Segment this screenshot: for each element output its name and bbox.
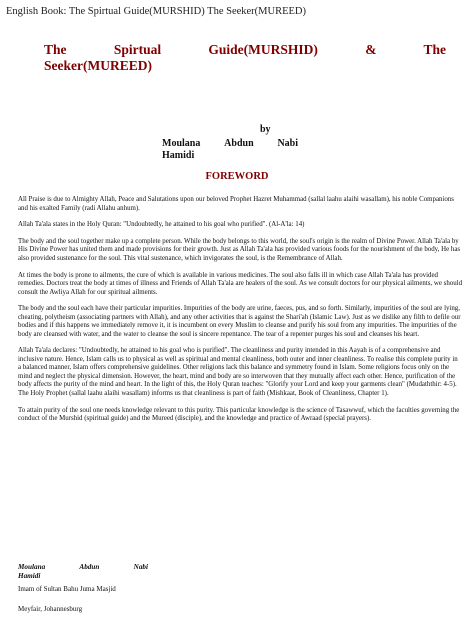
title-word: Spirtual [113,42,162,57]
byline: by [260,124,271,135]
imam-line: Imam of Sultan Bahu Juma Masjid [18,585,116,593]
author-middle: Abdun [224,138,254,149]
author-first: Moulana [162,138,201,149]
author-last: Nabi [277,138,298,149]
title-word: Guide(MURSHID) [208,42,318,57]
signature-first: Moulana [18,563,46,571]
paragraph: The body and the soul together make up a complete person. While the body belongs to this world, the soul's origin is the realm of Divine Power. Allah Ta'ala by His Divine Power has united them and made provisions for their growth. Just as Allah Ta'ala has provided various foods for the nourishment of the body, He has also provided sustenance for the soul. This vital sustenance, which invigorates the soul, is the Remembrance of Allah. [18,237,461,262]
author-name [162,138,298,150]
book-title-line-1 [44,42,446,58]
paragraph: At times the body is prone to ailments, the cure of which is available in various medicines. The soul also falls ill in which case Allah Ta'ala has provided remedies. Doctors treat the body at times of illness and Friends of Allah Ta'ala are healers of the soul. As we consult doctors for our physical ailments, we should consult the Awliya Allah for our spiritual ailments. [18,271,463,296]
author-surname: Hamidi [162,150,195,161]
body-text [18,196,462,432]
title-word: The [44,42,67,57]
paragraph: The body and the soul each have their particular impurities. Impurities of the body are urine, faeces, pus, and so forth. Similarly, impurities of the soul are lying, cheating, polytheism (associating partners with Allah), and any other activities that is against the Shari'ah (Islamic Law). Just as we dislike any filth to defile our bodies and if this happens we immediately remove it, it is incumbent on every Muslim to cleanse and purify his soul from any impurities. The impurities of the body are cleansed with water, and the water to cleanse the soul is sincere repentance. The tear of a repenter purges his soul and cleanses his heart. [18,305,461,338]
signature-surname: Hamidi [18,571,41,580]
title-word: & [365,42,377,57]
location-line: Meyfair, Johannesburg [18,605,83,613]
paragraph: All Praise is due to Almighty Allah, Peace and Salutations upon our beloved Prophet Hazret Muhammad (sallal laahu alaihi wasallam), his noble Companions and his exalted Family (radi Allahu anhum). [18,196,454,212]
paragraph: Allah Ta'ala declares: "Undoubtedly, he attained to his goal who is purified". The cleanliness and purity intended in this Aayah is of a comprehensive and inclusive nature. Hence, Islam calls us to physical as well as spiritual and mental cleanliness, both outer and inner cleanliness. To realise this complete purity in a balanced manner, Islam offers comprehensive guidelines. Other religions lack this balance and symmetry found in Islam. Some religions focus only on the mind and neglect the physical dimension. However, the heart, mind and body are so interwoven that they mutually affect each other. Hence, purification of the body affects the purity of the mind and heart. In the light of this, the Holy Quran teaches: "Glorify your Lord and keep your garments clean" (Mudaththir: 4-5). The Holy Prophet (sallal laahu alaihi wasallam) informs us that cleanliness is part of faith (Mishkaat, Book of Cleanliness, Chapter 1). [18,347,458,397]
paragraph: Allah Ta'ala states in the Holy Quran: "Undoubtedly, he attained to his goal who purified". (Al-A'la: 14) [18,221,305,229]
title-word: The [423,42,447,57]
document-header: English Book: The Spirtual Guide(MURSHID) The Seeker(MUREED) [6,6,306,17]
signature-middle: Abdun [79,563,100,571]
book-title-line-2: Seeker(MUREED) [44,58,152,73]
signature-block [18,563,148,580]
paragraph: To attain purity of the soul one needs knowledge relevant to this purity. This particular knowledge is the science of Tasawwuf, which the faculties governing the conduct of the Murshid (spiritual guide) and the Mureed (disciple), and the knowledge and practice of Awraad (special prayers). [18,406,460,423]
signature-last: Nabi [133,563,148,571]
section-heading: FOREWORD [205,171,269,182]
